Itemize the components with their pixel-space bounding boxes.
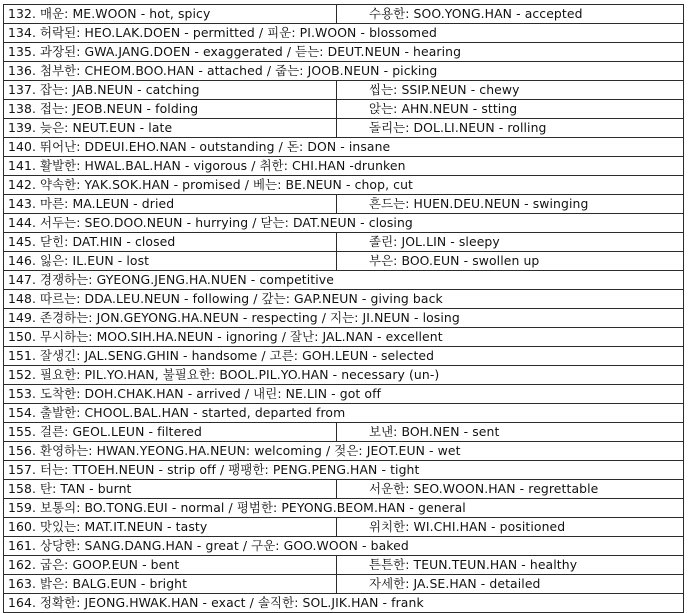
vocab-entry-right: 돌리는: DOL.LI.NEUN - rolling <box>337 119 684 138</box>
vocabulary-table <box>3 4 684 613</box>
vocab-row <box>4 366 684 385</box>
vocab-row <box>4 5 684 24</box>
vocab-row <box>4 157 684 176</box>
vocab-entry: 154. 출발한: CHOOL.BAL.HAN - started, departed from <box>4 404 684 423</box>
vocab-entry-right: 씹는: SSIP.NEUN - chewy <box>337 81 684 100</box>
vocab-entry: 159. 보통의: BO.TONG.EUI - normal / 평범한: PEYONG.BEOM.HAN - general <box>4 499 684 518</box>
vocab-entry: 142. 약속한: YAK.SOK.HAN - promised / 베는: BE.NEUN - chop, cut <box>4 176 684 195</box>
vocab-entry-right: 자세한: JA.SE.HAN - detailed <box>337 575 684 594</box>
vocab-row <box>4 404 684 423</box>
vocab-entry-left: 163. 밝은: BALG.EUN - bright <box>4 575 337 594</box>
vocab-entry: 149. 존경하는: JON.GEYONG.HA.NEUN - respecting / 지는: JI.NEUN - losing <box>4 309 684 328</box>
vocab-entry-right: 서운한: SEO.WOON.HAN - regrettable <box>337 480 684 499</box>
vocab-row <box>4 252 684 271</box>
vocab-entry: 144. 서두는: SEO.DOO.NEUN - hurrying / 닫는: DAT.NEUN - closing <box>4 214 684 233</box>
vocab-entry-right: 보낸: BOH.NEN - sent <box>337 423 684 442</box>
vocab-entry-left: 143. 마른: MA.LEUN - dried <box>4 195 337 214</box>
vocab-row <box>4 309 684 328</box>
vocab-entry-left: 132. 매운: ME.WOON - hot, spicy <box>4 5 337 24</box>
vocab-row <box>4 347 684 366</box>
vocab-entry-left: 145. 닫힌: DAT.HIN - closed <box>4 233 337 252</box>
vocab-row <box>4 119 684 138</box>
vocab-entry: 141. 활발한: HWAL.BAL.HAN - vigorous / 취한: CHI.HAN -drunken <box>4 157 684 176</box>
vocab-entry: 150. 무시하는: MOO.SIH.HA.NEUN - ignoring / 잘난: JAL.NAN - excellent <box>4 328 684 347</box>
vocab-row <box>4 480 684 499</box>
vocab-row <box>4 271 684 290</box>
vocab-entry: 147. 경쟁하는: GYEONG.JENG.HA.NUEN - competitive <box>4 271 684 290</box>
vocab-entry: 152. 필요한: PIL.YO.HAN, 불필요한: BOOL.PIL.YO.HAN - necessary (un-) <box>4 366 684 385</box>
vocab-entry-right: 졸린: JOL.LIN - sleepy <box>337 233 684 252</box>
vocab-row <box>4 43 684 62</box>
vocab-row <box>4 423 684 442</box>
vocab-row <box>4 233 684 252</box>
vocab-row <box>4 556 684 575</box>
vocab-entry-left: 162. 굽은: GOOP.EUN - bent <box>4 556 337 575</box>
vocab-entry-left: 137. 잡는: JAB.NEUN - catching <box>4 81 337 100</box>
vocab-entry: 161. 상당한: SANG.DANG.HAN - great / 구운: GOO.WOON - baked <box>4 537 684 556</box>
vocab-entry-left: 155. 걸른: GEOL.LEUN - filtered <box>4 423 337 442</box>
vocab-row <box>4 24 684 43</box>
vocab-row <box>4 518 684 537</box>
vocab-row <box>4 138 684 157</box>
vocab-entry-left: 160. 맛있는: MAT.IT.NEUN - tasty <box>4 518 337 537</box>
vocab-entry: 164. 정확한: JEONG.HWAK.HAN - exact / 솔직한: SOL.JIK.HAN - frank <box>4 594 684 613</box>
vocab-entry-right: 부은: BOO.EUN - swollen up <box>337 252 684 271</box>
vocab-row <box>4 594 684 613</box>
vocab-entry: 135. 과장된: GWA.JANG.DOEN - exaggerated / 듣는: DEUT.NEUN - hearing <box>4 43 684 62</box>
vocab-row <box>4 81 684 100</box>
vocab-entry-right: 튼튼한: TEUN.TEUN.HAN - healthy <box>337 556 684 575</box>
vocab-row <box>4 214 684 233</box>
vocab-row <box>4 442 684 461</box>
vocab-row <box>4 328 684 347</box>
vocab-entry-left: 146. 잃은: IL.EUN - lost <box>4 252 337 271</box>
vocab-entry: 157. 터는: TTOEH.NEUN - strip off / 팽팽한: PENG.PENG.HAN - tight <box>4 461 684 480</box>
vocab-row <box>4 575 684 594</box>
vocab-entry-right: 수용한: SOO.YONG.HAN - accepted <box>337 5 684 24</box>
vocab-entry: 151. 잘생긴: JAL.SENG.GHIN - handsome / 고른: GOH.LEUN - selected <box>4 347 684 366</box>
vocab-entry-left: 138. 접는: JEOB.NEUN - folding <box>4 100 337 119</box>
vocab-row <box>4 290 684 309</box>
vocabulary-table-body <box>4 5 684 613</box>
vocab-row <box>4 62 684 81</box>
vocab-entry-left: 139. 늦은: NEUT.EUN - late <box>4 119 337 138</box>
vocab-entry-left: 158. 탄: TAN - burnt <box>4 480 337 499</box>
vocab-entry: 156. 환영하는: HWAN.YEONG.HA.NEUN: welcoming / 젖은: JEOT.EUN - wet <box>4 442 684 461</box>
vocab-entry-right: 위치한: WI.CHI.HAN - positioned <box>337 518 684 537</box>
vocab-row <box>4 195 684 214</box>
vocab-entry: 134. 허락된: HEO.LAK.DOEN - permitted / 피운: PI.WOON - blossomed <box>4 24 684 43</box>
vocab-row <box>4 461 684 480</box>
vocab-row <box>4 176 684 195</box>
vocab-entry-right: 앉는: AHN.NEUN - stting <box>337 100 684 119</box>
vocab-row <box>4 385 684 404</box>
vocab-row <box>4 499 684 518</box>
vocab-row <box>4 537 684 556</box>
vocab-entry: 148. 따르는: DDA.LEU.NEUN - following / 갚는: GAP.NEUN - giving back <box>4 290 684 309</box>
vocab-entry: 140. 뛰어난: DDEUI.EHO.NAN - outstanding / 돈: DON - insane <box>4 138 684 157</box>
vocab-row <box>4 100 684 119</box>
vocab-entry: 153. 도착한: DOH.CHAK.HAN - arrived / 내린: NE.LIN - got off <box>4 385 684 404</box>
vocab-entry: 136. 첨부한: CHEOM.BOO.HAN - attached / 줍는: JOOB.NEUN - picking <box>4 62 684 81</box>
vocab-entry-right: 흔드는: HUEN.DEU.NEUN - swinging <box>337 195 684 214</box>
